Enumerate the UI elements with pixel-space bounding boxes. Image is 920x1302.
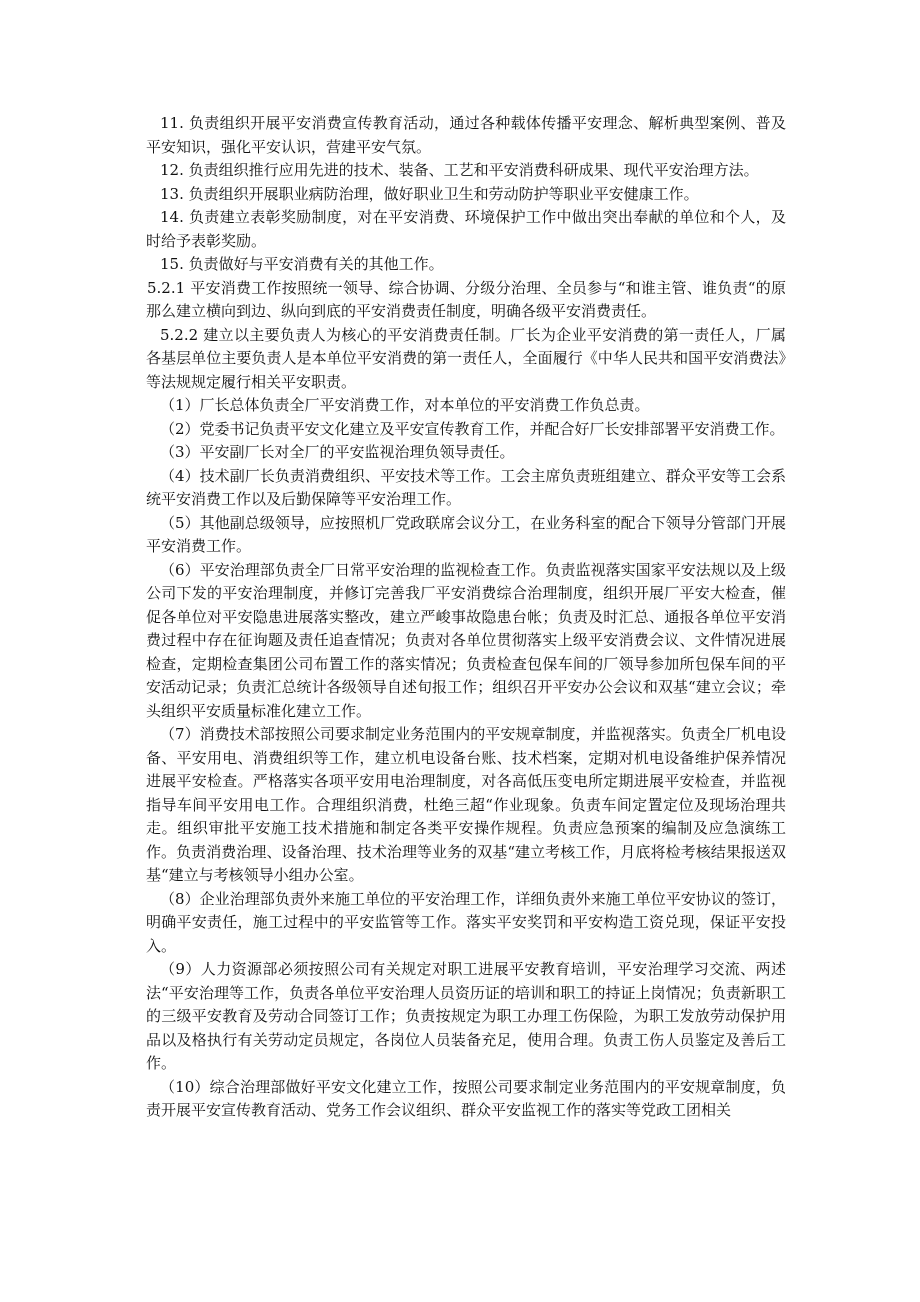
paragraph-item-13: 13. 负责组织开展职业病防治理，做好职业卫生和劳动防护等职业平安健康工作。: [160, 184, 699, 203]
paragraph-section-5-2-2: 5.2.2 建立以主要负责人为核心的平安消费责任制。厂长为企业平安消费的第一责任人，厂属各基层单位主要负责人是本单位平安消费的第一责任人，全面履行《中华人民共和国平安消费法》等法规规定履行相关平安职责。: [146, 325, 786, 391]
paragraph-item-15: 15. 负责做好与平安消费有关的其他工作。: [160, 255, 444, 273]
paragraph-duty-5: （5）其他副总级领导，应按照机厂党政联席会议分工，在业务科室的配合下领导分管部门开展平安消费工作。: [146, 513, 786, 555]
paragraph-duty-10: （10）综合治理部做好平安文化建立工作，按照公司要求制定业务范围内的平安规章制度，负责开展平安宣传教育活动、党务工作会议组织、群众平安监视工作的落实等党政工团相关: [146, 1077, 786, 1119]
paragraph-item-12: 12. 负责组织推行应用先进的技术、装备、工艺和平安消费科研成果、现代平安治理方法。: [160, 161, 759, 179]
paragraph-section-5-2-1: 5.2.1 平安消费工作按照统一领导、综合协调、分级分治理、全员参与“和谁主管、谁负责“的原那么建立横向到边、纵向到底的平安消费责任制度，明确各级平安消费责任。: [146, 278, 786, 320]
document-body: [146, 112, 786, 1123]
paragraph-item-11: 11. 负责组织开展平安消费宣传教育活动，通过各种载体传播平安理念、解析典型案例、普及平安知识，强化平安认识，营建平安气氛。: [146, 114, 786, 156]
paragraph-duty-9: （9）人力资源部必须按照公司有关规定对职工进展平安教育培训，平安治理学习交流、两述法“平安治理等工作，负责各单位平安治理人员资历证的培训和职工的持证上岗情况；负责新职工的三级平安教育及劳动合同签订工作；负责按规定为职工办理工伤保险，为职工发放劳动保护用品以及格执行有关劳动定员规定，各岗位人员装备充足，使用合理。负责工伤人员鉴定及善后工作。: [146, 960, 786, 1072]
paragraph-duty-4: （4）技术副厂长负责消费组织、平安技术等工作。工会主席负责班组建立、群众平安等工会系统平安消费工作以及后勤保障等平安治理工作。: [146, 466, 786, 508]
paragraph-item-14: 14. 负责建立表彰奖励制度，对在平安消费、环境保护工作中做出突出奉献的单位和个人，及时给予表彰奖励。: [146, 208, 786, 250]
paragraph-duty-8: （8）企业治理部负责外来施工单位的平安治理工作，详细负责外来施工单位平安协议的签订，明确平安责任，施工过程中的平安监管等工作。落实平安奖罚和平安构造工资兑现，保证平安投入。: [146, 889, 786, 955]
paragraph-duty-3: （3）平安副厂长对全厂的平安监视治理负领导责任。: [160, 443, 515, 461]
paragraph-duty-6: （6）平安治理部负责全厂日常平安治理的监视检查工作。负责监视落实国家平安法规以及上级公司下发的平安治理制度，并修订完善我厂平安消费综合治理制度，组织开展厂平安大检查，催促各单位对平安隐患进展落实整改，建立严峻事故隐患台帐；负责及时汇总、通报各单位平安消费过程中存在征询题及责任追查情况；负责对各单位贯彻落实上级平安消费会议、文件情况进展检查，定期检查集团公司布置工作的落实情况；负责检查包保车间的厂领导参加所包保车间的平安活动记录；负责汇总统计各级领导自述旬报工作；组织召开平安办公会议和双基“建立会议；牵头组织平安质量标准化建立工作。: [146, 560, 786, 720]
paragraph-duty-1: （1）厂长总体负责全厂平安消费工作，对本单位的平安消费工作负总责。: [160, 396, 650, 414]
paragraph-duty-2: （2）党委书记负责平安文化建立及平安宣传教育工作，并配合好厂长安排部署平安消费工作。: [160, 419, 785, 438]
paragraph-duty-7: （7）消费技术部按照公司要求制定业务范围内的平安规章制度，并监视落实。负责全厂机电设备、平安用电、消费组织等工作，建立机电设备台账、技术档案，定期对机电设备维护保养情况进展平安检查。严格落实各项平安用电治理制度，对各高低压变电所定期进展平安检查，并监视指导车间平安用电工作。合理组织消费，杜绝三超“作业现象。负责车间定置定位及现场治理共走。组织审批平安施工技术措施和制定各类平安操作规程。负责应急预案的编制及应急演练工作。负责消费治理、设备治理、技术治理等业务的双基“建立考核工作，月底将检考核结果报送双基“建立与考核领导小组办公室。: [146, 725, 786, 884]
